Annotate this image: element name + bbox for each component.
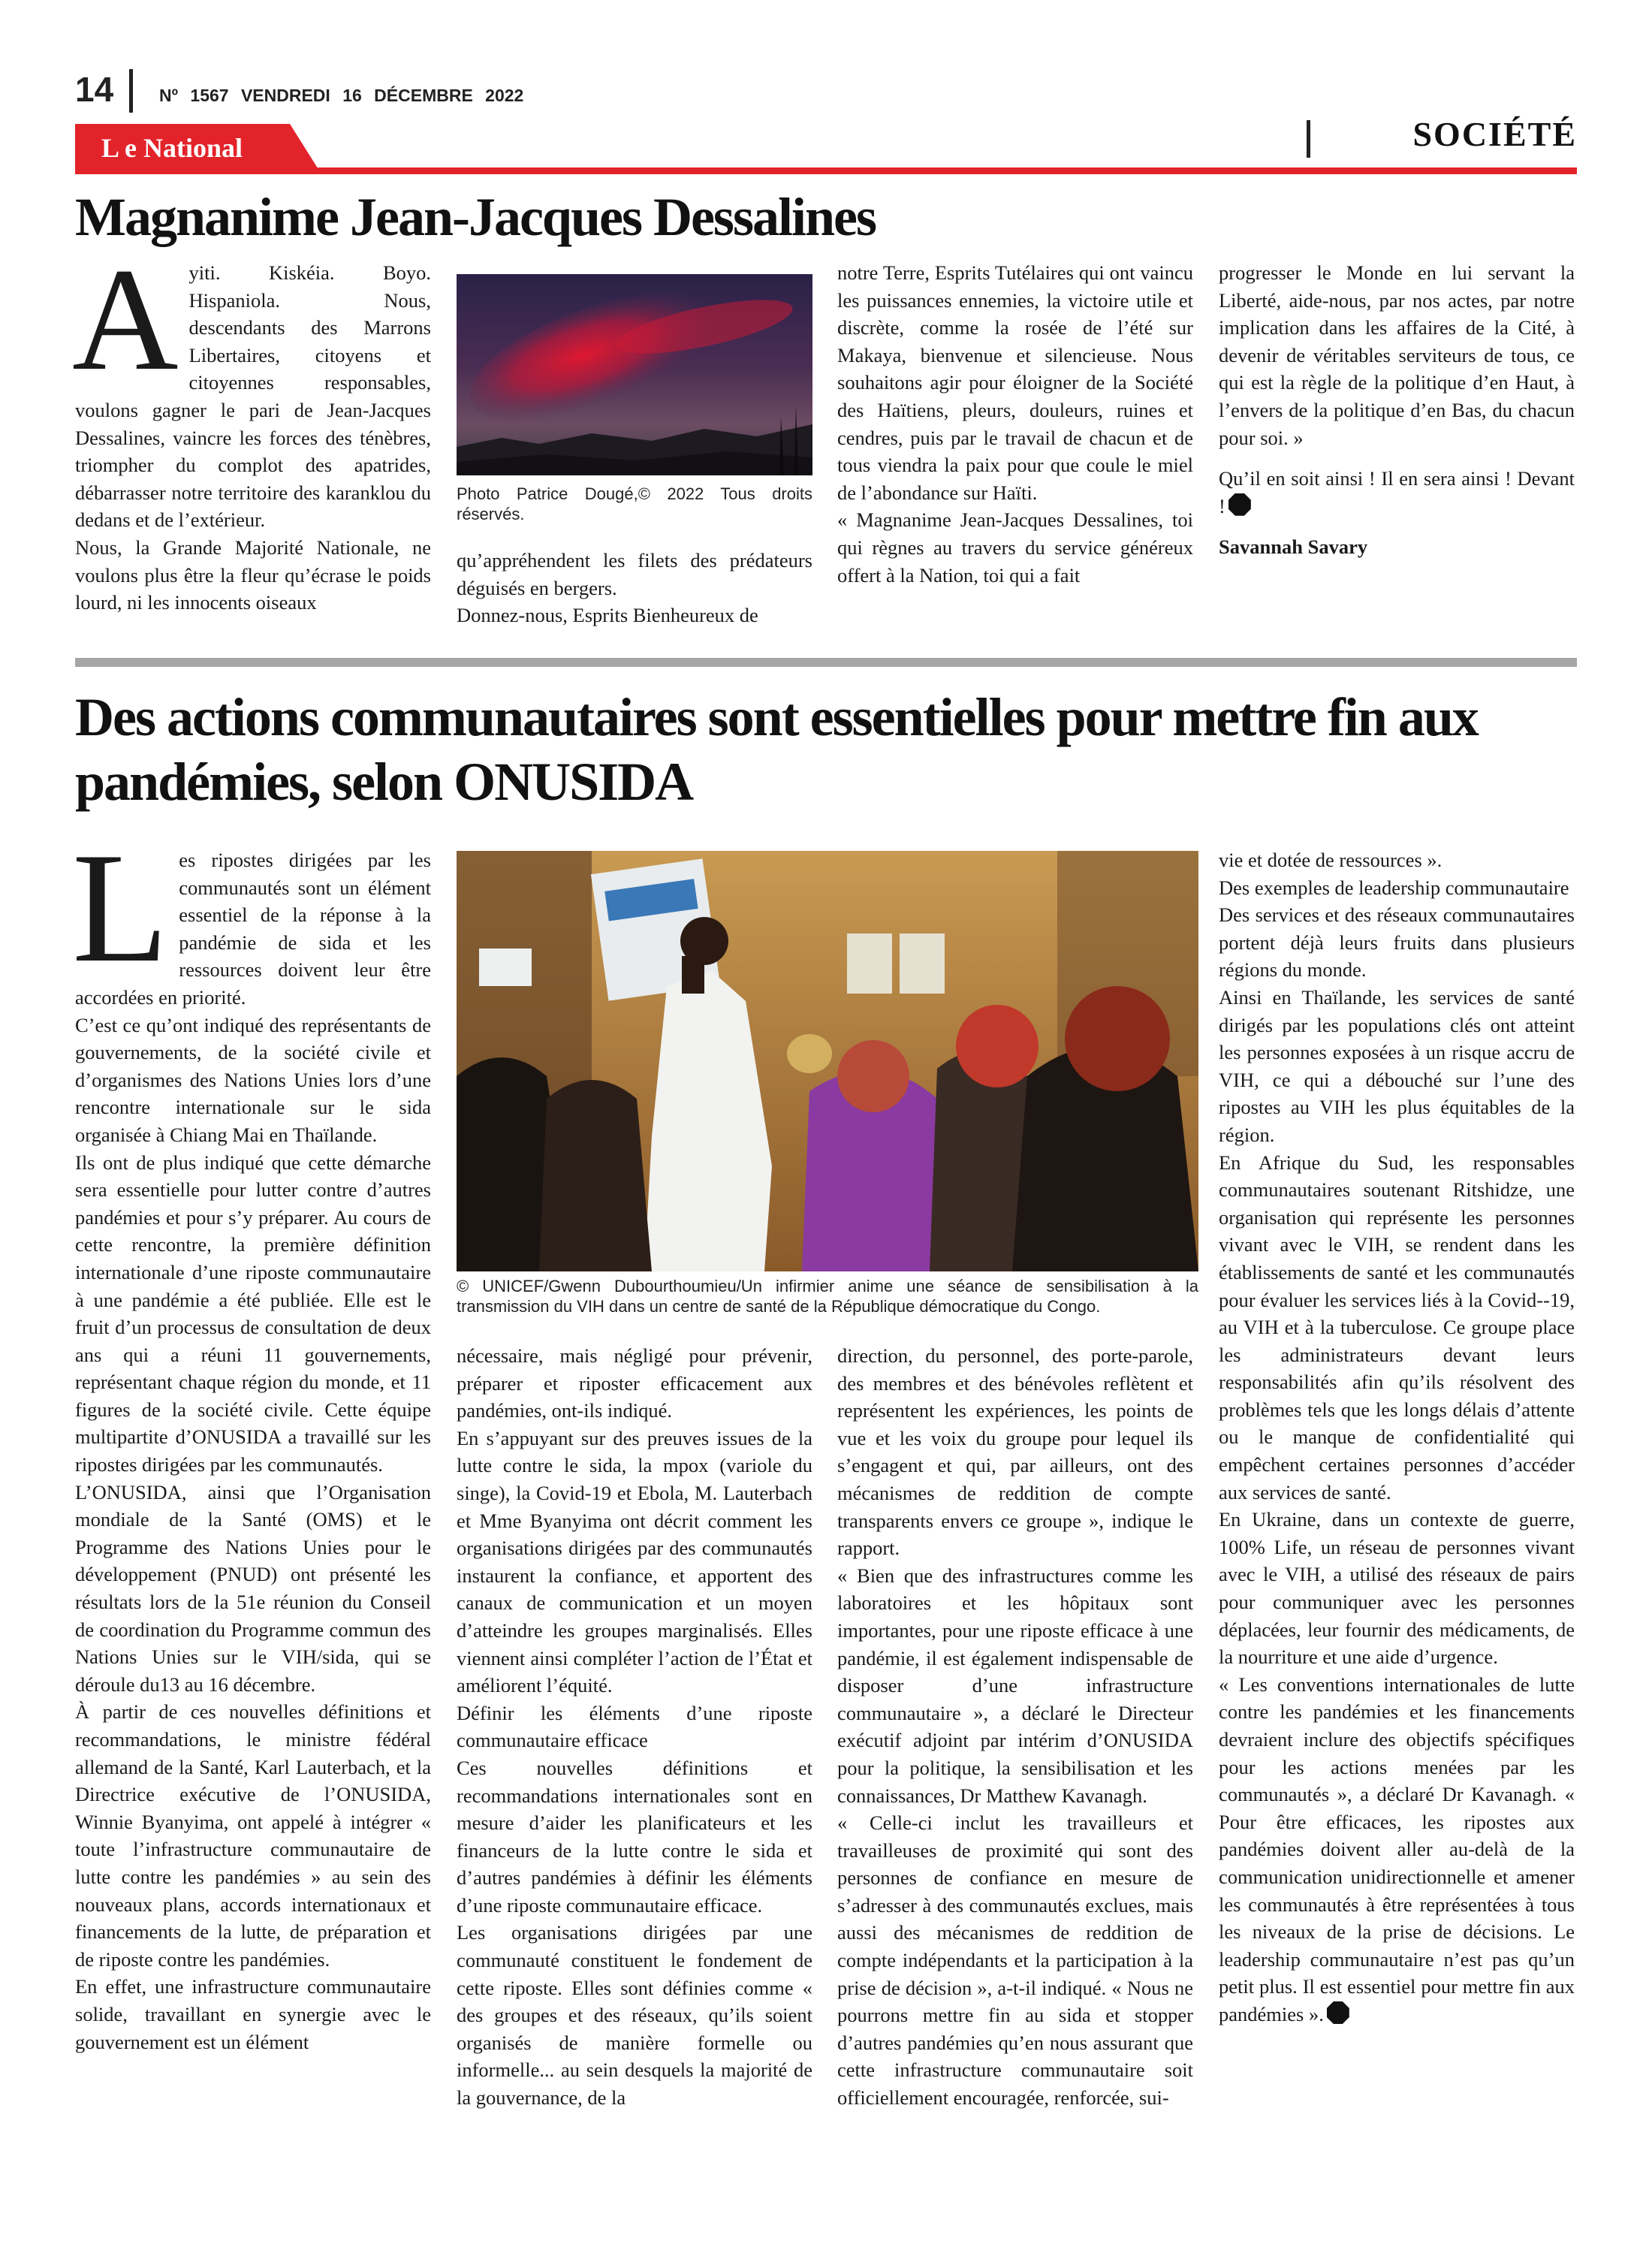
article1-col4 xyxy=(1219,259,1575,561)
paragraph: Nous, la Grande Majorité Nationale, ne voulons plus être la fleur qu’écrase le poids lourd, ni les innocents oiseaux xyxy=(75,535,431,614)
section-label: SOCIÉTÉ xyxy=(1412,115,1577,153)
paragraph: notre Terre, Esprits Tutélaires qui ont vaincu les puissances ennemies, la victoire utile et discrète, comme la rosée de l’été sur Makaya, bienvenue et silencieuse. Nous souhaitons agir pour éloigner de la Société des Haïtiens, pleurs, douleurs, ruines et cendres, puis par le travail de chacun et de tous viendra la paix pour que coule le miel de l’abondance sur Haïti. xyxy=(837,261,1193,504)
article2-title: Des actions communautaires sont essentielles pour mettre fin aux pandémies, selon ONUSIDA xyxy=(75,687,1478,812)
article1-photo xyxy=(457,274,812,475)
issue-info: Nº 1567 VENDREDI 16 DÉCEMBRE 2022 xyxy=(159,86,524,105)
publication-name: L e National xyxy=(101,133,243,163)
article2-col1 xyxy=(72,821,431,2055)
photo-credit: Photo Patrice Dougé,© 2022 Tous droits réservés. xyxy=(457,484,812,523)
paragraph: En effet, une infrastructure communautaire solide, travaillant en synergie avec le gouvernement est un élément xyxy=(75,1975,431,2053)
article2-col2 xyxy=(457,1342,812,2112)
closing-line xyxy=(1219,465,1575,520)
paragraph: yiti. Kiskéia. Boyo. Hispaniola. Nous, descendants des Marrons Libertaires, citoyens et citoyennes responsables, voulons gagner le pari de Jean-Jacques Dessalines, vaincre les forces des ténèbres, triompher du complot des apatrides, débarrasser notre territoire des karanklou du dedans et de l’extérieur. xyxy=(75,261,431,532)
page-number: 14 xyxy=(75,70,114,109)
header-divider xyxy=(129,69,133,113)
article1-col3 xyxy=(837,259,1193,589)
end-mark-icon xyxy=(1327,2001,1349,2024)
paragraph: Ainsi en Thaïlande, les services de santé dirigés par les populations clés ont atteint les personnes exposées à un risque accru de VIH, ce qui a débouché sur l’une des ripostes au VIH les plus équitables de la région. xyxy=(1219,985,1575,1146)
paragraph: « Celle-ci inclut les travailleurs et travailleuses de proximité qui sont des personnes de confiance en mesure de s’adresser à des communautés exclues, mais aussi des mécanismes de reddition de compte indépendants et la participation à la prise de décision », a-t-il indiqué. « Nous ne pourrons mettre fin au sida et stopper d’autres pandémies qu’en nous assurant que cette infrastructure communautaire soit officiellement encouragée, renforcée, sui- xyxy=(837,1811,1193,2110)
paragraph: « Bien que des infrastructures comme les laboratoires et les hôpitaux sont importantes, pour une riposte efficace à une pandémie, il est également indispensable de disposer d’une infrastructure communautaire », a déclaré le Directeur exécutif adjoint par intérim d’ONUSIDA pour la politique, la sensibilisation et les connaissances, Dr Matthew Kavanagh. xyxy=(837,1564,1193,1807)
paragraph: C’est ce qu’ont indiqué des représentants de gouvernements, de la société civile et d’organismes des Nations Unies lors d’une rencontre internationale sur le sida organisée à Chiang Mai en Thaïlande. xyxy=(75,1013,431,1146)
article1-col2 xyxy=(457,547,812,629)
paragraph: Ces nouvelles définitions et recommandations internationales sont en mesure d’aider les planificateurs et les financeurs de la lutte contre le sida et d’autres pandémies à définir les éléments d’une riposte communautaire efficace. xyxy=(457,1756,812,1917)
paragraph: En Afrique du Sud, les responsables communautaires soutenant Ritshidze, une organisation qui représente les personnes vivant avec le VIH, se rendent dans les établissements de santé et les communautés pour évaluer les services liés à la Covid--19, au VIH et à la tuberculose. Ce groupe place les administrateurs devant leurs responsabilités afin qu’ils résolvent des problèmes tels que les longs délais d’attente ou le manque de confidentialité qui empêchent certaines personnes d’accéder aux services de santé. xyxy=(1219,1151,1575,1504)
paragraph: nécessaire, mais négligé pour prévenir, préparer et riposter efficacement aux pandémies, ont-ils indiqué. xyxy=(457,1344,812,1422)
paragraph: L’ONUSIDA, ainsi que l’Organisation mondiale de la Santé (OMS) et le Programme des Nations Unies pour le développement (PNUD) ont présenté les résultats lors de la 51e réunion du Conseil de coordination du Programme commun des Nations Unies sur le VIH/sida, qui se déroule du13 au 16 décembre. xyxy=(75,1480,431,1696)
health-session-image xyxy=(457,851,1198,1271)
closing-paragraph xyxy=(1219,1671,1575,2028)
paragraph: progresser le Monde en lui servant la Liberté, aide-nous, par nos actes, par notre implication dans les affaires de la Cité, à devenir de véritables serviteurs de tous, ce qui est la règle de la politique d’en Haut, à l’envers de la politique d’en Bas, du chacun pour soi. » xyxy=(1219,261,1575,449)
paragraph: Donnez-nous, Esprits Bienheureux de xyxy=(457,604,758,627)
author-byline: Savannah Savary xyxy=(1219,535,1368,559)
paragraph: Les organisations dirigées par une communauté constituent le fondement de cette riposte. Elles sont définies comme « des groupes et des réseaux, qu’ils soient organisés de manière formelle ou informelle... au sein desquels la majorité de la gouvernance, de la xyxy=(457,1921,812,2110)
subheading: Des exemples de leadership communautaire xyxy=(1219,876,1569,899)
paragraph: En s’appuyant sur des preuves issues de la lutte contre le sida, la mpox (variole du singe), la Covid-19 et Ebola, M. Lauterbach et Mme Byanyima ont décrit comment les organisations dirigées par des communautés instaurent la confiance, et apportent des canaux de communication et un moyen d’atteindre les groupes marginalisés. Elles viennent ainsi compléter l’action de l’État et améliorent l’équité. xyxy=(457,1426,812,1697)
sunset-sky-image xyxy=(457,274,812,475)
closing-text: Qu’il en soit ainsi ! Il en sera ainsi ! Devant ! xyxy=(1219,467,1575,517)
paragraph: Des services et des réseaux communautaires portent déjà leurs fruits dans plusieurs régions du monde. xyxy=(1219,903,1575,982)
article-separator xyxy=(75,658,1577,667)
article1-title: Magnanime Jean-Jacques Dessalines xyxy=(75,187,876,247)
paragraph: direction, du personnel, des porte-parole, des membres et des bénévoles reflètent et représentent les expériences, les points de vue et les voix du groupe pour lequel ils s’engagent et qui, par ailleurs, ont des mécanismes de reddition de compte transparents envers ce groupe », indique le rapport. xyxy=(837,1344,1193,1560)
end-mark-icon xyxy=(1228,493,1251,516)
drop-cap: L xyxy=(72,821,169,995)
paragraph: « Magnanime Jean-Jacques Dessalines, toi qui règnes au travers du service généreux offert à la Nation, toi qui a fait xyxy=(837,508,1193,587)
closing-text: « Les conventions internationales de lutte contre les pandémies et les financements devraient inclure des objectifs spécifiques pour les actions menées par les communautés », a déclaré Dr Kavanagh. « Pour être efficaces, les ripostes aux pandémies doivent aller au-delà de la communication unidirectionnelle et amener les communautés à être représentées à tous les niveaux de la prise de décisions. Le leadership communautaire n’est pas qu’un petit plus. Il est essentiel pour mettre fin aux pandémies ». xyxy=(1219,1672,1575,2025)
section-divider xyxy=(1307,120,1310,158)
header-rule xyxy=(75,167,1577,174)
subheading: Définir les éléments d’une riposte communautaire efficace xyxy=(457,1701,812,1752)
drop-cap: A xyxy=(72,238,179,401)
paragraph: Ils ont de plus indiqué que cette démarche sera essentielle pour lutter contre d’autres pandémies et pour s’y préparer. Au cours de cette rencontre, la première définition internationale d’une riposte communautaire à une pandémie a été publiée. Elle est le fruit d’un processus de consultation de deux ans qui a réuni 11 gouvernements, représentant chaque région du monde, et 11 figures de la société civile. Cette équipe multipartite d’ONUSIDA a travaillé sur les ripostes dirigées par les communautés. xyxy=(75,1151,431,1476)
article2-col3 xyxy=(837,1342,1193,2112)
paragraph: qu’appréhendent les filets des prédateurs déguisés en bergers. xyxy=(457,549,812,599)
photo-credit: © UNICEF/Gwenn Dubourthoumieu/Un infirmier anime une séance de sensibilisation à la transmission du VIH dans un centre de santé de la République démocratique du Congo. xyxy=(457,1277,1198,1316)
article2-photo xyxy=(457,851,1198,1271)
article2-col4 xyxy=(1219,846,1575,2028)
article1-col1 xyxy=(72,238,431,617)
paragraph: À partir de ces nouvelles définitions et recommandations, le ministre fédéral allemand de la Santé, Karl Lauterbach, et la Directrice exécutive de l’ONUSIDA, Winnie Byanyima, ont appelé à intégrer « toute l’infrastructure communautaire de lutte contre les pandémies » au sein des nouveaux plans, accords internationaux et financements de la lutte, de préparation et de riposte contre les pandémies. xyxy=(75,1700,431,1971)
paragraph: vie et dotée de ressources ». xyxy=(1219,849,1442,871)
paragraph: En Ukraine, dans un contexte de guerre, 100% Life, un réseau de personnes vivant avec le VIH, a utilisé des réseaux de pairs pour communiquer avec les personnes déplacées, leur fournir des médicaments, de la nourriture et une aide d’urgence. xyxy=(1219,1508,1575,1669)
paragraph: es ripostes dirigées par les communautés sont un élément essentiel de la réponse à la pandémie de sida et les ressources doivent leur être accordées en priorité. xyxy=(75,849,431,1009)
